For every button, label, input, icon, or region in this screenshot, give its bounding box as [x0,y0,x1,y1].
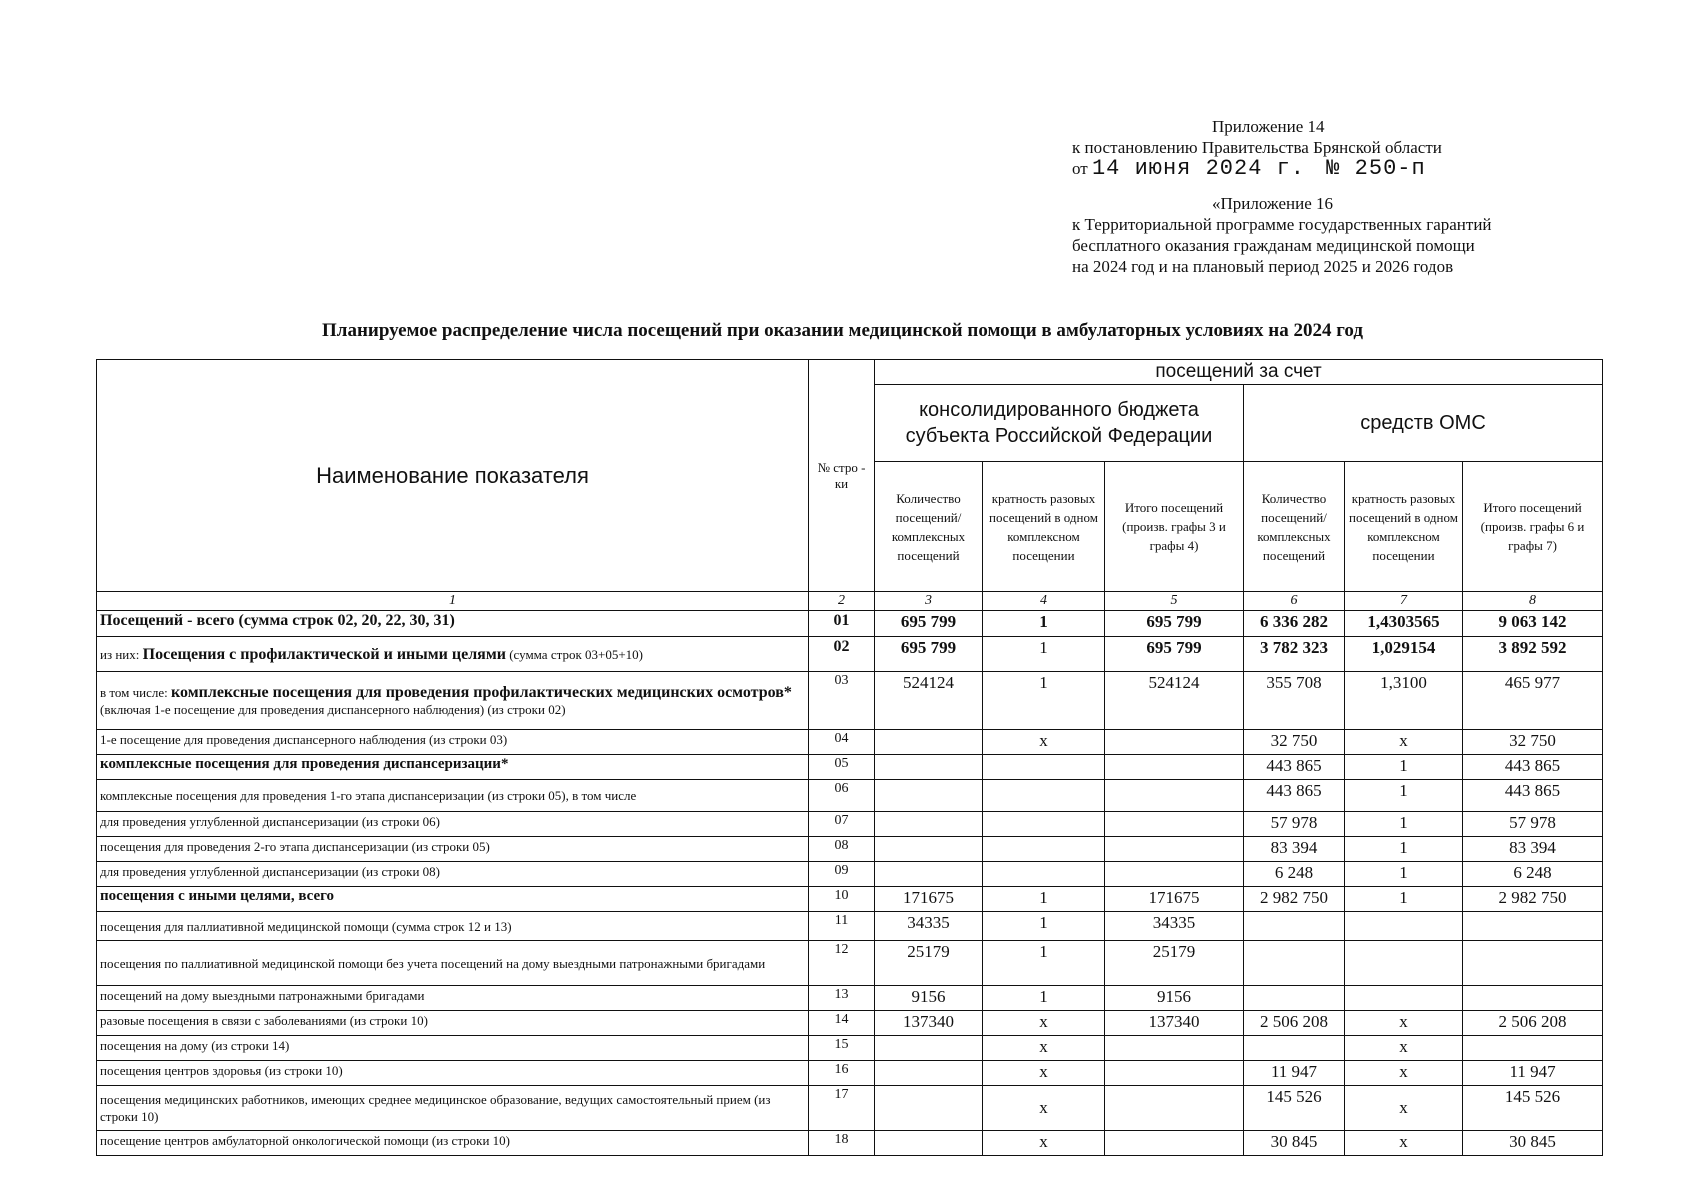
cell-c5: 34335 [1105,912,1244,941]
cell-c3: 695 799 [875,637,983,672]
row-name: для проведения углубленной диспансеризации (из строки 06) [97,812,809,837]
cell-c5 [1105,837,1244,862]
row-name: Посещений - всего (сумма строк 02, 20, 22, 30, 31) [97,611,809,637]
header-count-budget: Количество посещений/ комплексных посещений [875,462,983,592]
cell-c3 [875,1086,983,1131]
cell-c6: 83 394 [1244,837,1345,862]
table-row [97,887,1603,912]
cell-c4 [983,837,1105,862]
cell-c7: х [1345,730,1463,755]
cell-c3 [875,780,983,812]
row-name: посещения центров здоровья (из строки 10) [97,1061,809,1086]
cell-c3 [875,837,983,862]
row-name: посещений на дому выездными патронажными бригадами [97,986,809,1011]
header-visits-by: посещений за счет [875,360,1603,385]
cell-c6 [1244,941,1345,986]
cell-c8: 3 892 592 [1463,637,1603,672]
program-line-3: на 2024 год и на плановый период 2025 и 2026 годов [1072,257,1454,276]
column-number: 1 [97,592,809,611]
row-name: в том числе: комплексные посещения для проведения профилактических медицинских осмотров* (включая 1-е посещение для проведения диспансерного наблюдения) (из строки 02) [97,672,809,730]
visits-table [96,359,1603,1156]
cell-c4: х [983,1131,1105,1156]
cell-c7: х [1345,1036,1463,1061]
row-name: посещения для паллиативной медицинской помощи (сумма строк 12 и 13) [97,912,809,941]
table-row [97,672,1603,730]
column-number: 6 [1244,592,1345,611]
cell-c5 [1105,812,1244,837]
cell-c5 [1105,755,1244,780]
row-number: 02 [809,637,875,672]
cell-c3: 25179 [875,941,983,986]
row-name: комплексные посещения для проведения 1-го этапа диспансеризации (из строки 05), в том числе [97,780,809,812]
cell-c3: 695 799 [875,611,983,637]
row-number: 14 [809,1011,875,1036]
cell-c7 [1345,986,1463,1011]
cell-c8: 6 248 [1463,862,1603,887]
program-line-1: к Территориальной программе государственных гарантий [1072,215,1492,234]
cell-c7: 1,3100 [1345,672,1463,730]
row-name: 1-е посещение для проведения диспансерного наблюдения (из строки 03) [97,730,809,755]
table-row [97,812,1603,837]
cell-c6: 30 845 [1244,1131,1345,1156]
cell-c3 [875,812,983,837]
table-row [97,611,1603,637]
row-name: посещения по паллиативной медицинской помощи без учета посещений на дому выездными патронажными бригадами [97,941,809,986]
cell-c5: 9156 [1105,986,1244,1011]
resolution-date-line [1072,158,1632,179]
cell-c6: 2 506 208 [1244,1011,1345,1036]
row-number: 18 [809,1131,875,1156]
cell-c4: 1 [983,672,1105,730]
row-name: посещения на дому (из строки 14) [97,1036,809,1061]
row-number: 06 [809,780,875,812]
table-row [97,1086,1603,1131]
cell-c7: х [1345,1061,1463,1086]
cell-c6: 11 947 [1244,1061,1345,1086]
row-name: разовые посещения в связи с заболеваниями (из строки 10) [97,1011,809,1036]
annex-label: Приложение 14 [1212,117,1325,136]
header-name: Наименование показателя [97,360,809,592]
table-row [97,730,1603,755]
cell-c4: 1 [983,887,1105,912]
cell-c3 [875,730,983,755]
cell-c4: 1 [983,611,1105,637]
header-budget: консолидированного бюджета субъекта Российской Федерации [875,385,1244,462]
cell-c3: 137340 [875,1011,983,1036]
cell-c5: 695 799 [1105,637,1244,672]
cell-c8: 57 978 [1463,812,1603,837]
cell-c7: 1 [1345,780,1463,812]
from-label: от [1072,159,1088,178]
cell-c3 [875,755,983,780]
table-row [97,1036,1603,1061]
cell-c3 [875,1036,983,1061]
cell-c3: 9156 [875,986,983,1011]
cell-c7: х [1345,1086,1463,1131]
cell-c3: 524124 [875,672,983,730]
cell-c6 [1244,986,1345,1011]
cell-c4: х [983,1036,1105,1061]
cell-c5 [1105,862,1244,887]
cell-c8 [1463,986,1603,1011]
cell-c6: 355 708 [1244,672,1345,730]
cell-c7: х [1345,1131,1463,1156]
cell-c7: 1 [1345,862,1463,887]
table-row [97,637,1603,672]
resolution-line: к постановлению Правительства Брянской области [1072,138,1442,157]
header-rowno: № стро - ки [809,360,875,592]
resolution-date: 14 июня 2024 г. [1091,156,1306,181]
row-number: 03 [809,672,875,730]
cell-c3 [875,1131,983,1156]
cell-c8: 443 865 [1463,755,1603,780]
header-count-oms: Количество посещений/ комплексных посещений [1244,462,1345,592]
program-line-2: бесплатного оказания гражданам медицинской помощи [1072,236,1475,255]
row-number: 11 [809,912,875,941]
cell-c4: 1 [983,912,1105,941]
cell-c4: х [983,1061,1105,1086]
column-number: 4 [983,592,1105,611]
cell-c8: 443 865 [1463,780,1603,812]
cell-c3: 171675 [875,887,983,912]
table-row [97,837,1603,862]
cell-c6: 2 982 750 [1244,887,1345,912]
column-number: 8 [1463,592,1603,611]
cell-c6 [1244,1036,1345,1061]
cell-c5 [1105,1061,1244,1086]
cell-c6: 57 978 [1244,812,1345,837]
header-multiplicity-budget: кратность разовых посещений в одном комплексном посещении [983,462,1105,592]
header-total-budget: Итого посещений (произв. графы 3 и графы 4) [1105,462,1244,592]
cell-c4: х [983,730,1105,755]
row-number: 08 [809,837,875,862]
cell-c8: 11 947 [1463,1061,1603,1086]
cell-c8: 32 750 [1463,730,1603,755]
cell-c8: 2 506 208 [1463,1011,1603,1036]
table-row [97,1011,1603,1036]
cell-c4: х [983,1086,1105,1131]
cell-c7: х [1345,1011,1463,1036]
table-row [97,862,1603,887]
cell-c4 [983,812,1105,837]
cell-c4 [983,755,1105,780]
row-name: посещение центров амбулаторной онкологической помощи (из строки 10) [97,1131,809,1156]
cell-c8: 30 845 [1463,1131,1603,1156]
cell-c8: 9 063 142 [1463,611,1603,637]
cell-c5 [1105,1131,1244,1156]
cell-c8: 465 977 [1463,672,1603,730]
row-number: 13 [809,986,875,1011]
cell-c7 [1345,912,1463,941]
cell-c6: 443 865 [1244,780,1345,812]
cell-c3: 34335 [875,912,983,941]
cell-c8 [1463,1036,1603,1061]
cell-c5 [1105,730,1244,755]
table-row [97,1061,1603,1086]
cell-c4: х [983,1011,1105,1036]
cell-c6 [1244,912,1345,941]
row-number: 09 [809,862,875,887]
cell-c5: 695 799 [1105,611,1244,637]
cell-c5 [1105,780,1244,812]
cell-c5: 524124 [1105,672,1244,730]
cell-c8: 2 982 750 [1463,887,1603,912]
cell-c6: 443 865 [1244,755,1345,780]
resolution-number: № 250-п [1326,156,1426,181]
cell-c3 [875,862,983,887]
cell-c7: 1,4303565 [1345,611,1463,637]
row-name: комплексные посещения для проведения диспансеризации* [97,755,809,780]
row-number: 16 [809,1061,875,1086]
header-total-oms: Итого посещений (произв. графы 6 и графы 7) [1463,462,1603,592]
row-name: посещения медицинских работников, имеющих среднее медицинское образование, ведущих самостоятельный прием (из строки 10) [97,1086,809,1131]
table-row [97,912,1603,941]
row-number: 10 [809,887,875,912]
cell-c4: 1 [983,986,1105,1011]
cell-c5: 25179 [1105,941,1244,986]
row-name: из них: Посещения с профилактической и иными целями (сумма строк 03+05+10) [97,637,809,672]
row-name: для проведения углубленной диспансеризации (из строки 08) [97,862,809,887]
document-header [1072,116,1632,277]
cell-c7 [1345,941,1463,986]
cell-c6: 3 782 323 [1244,637,1345,672]
header-multiplicity-oms: кратность разовых посещений в одном комплексном посещении [1345,462,1463,592]
cell-c5: 171675 [1105,887,1244,912]
column-number: 5 [1105,592,1244,611]
table-row [97,780,1603,812]
column-number: 7 [1345,592,1463,611]
cell-c8 [1463,941,1603,986]
table-row [97,1131,1603,1156]
cell-c8: 145 526 [1463,1086,1603,1131]
row-name: посещения для проведения 2-го этапа диспансеризации (из строки 05) [97,837,809,862]
annex16-label: «Приложение 16 [1212,194,1333,213]
cell-c4: 1 [983,637,1105,672]
table-row [97,755,1603,780]
cell-c7: 1 [1345,755,1463,780]
cell-c6: 145 526 [1244,1086,1345,1131]
cell-c5 [1105,1036,1244,1061]
cell-c4: 1 [983,941,1105,986]
cell-c8: 83 394 [1463,837,1603,862]
header-oms: средств ОМС [1244,385,1603,462]
cell-c7: 1 [1345,887,1463,912]
column-number: 2 [809,592,875,611]
table-row [97,986,1603,1011]
row-number: 01 [809,611,875,637]
cell-c6: 6 248 [1244,862,1345,887]
row-number: 05 [809,755,875,780]
row-number: 07 [809,812,875,837]
cell-c8 [1463,912,1603,941]
cell-c7: 1 [1345,812,1463,837]
cell-c5: 137340 [1105,1011,1244,1036]
cell-c6: 32 750 [1244,730,1345,755]
cell-c7: 1 [1345,837,1463,862]
cell-c7: 1,029154 [1345,637,1463,672]
document-title: Планируемое распределение числа посещений при оказании медицинской помощи в амбулаторных условиях на 2024 год [322,320,1363,341]
row-name: посещения с иными целями, всего [97,887,809,912]
cell-c6: 6 336 282 [1244,611,1345,637]
cell-c4 [983,780,1105,812]
table-row [97,941,1603,986]
cell-c4 [983,862,1105,887]
cell-c3 [875,1061,983,1086]
cell-c5 [1105,1086,1244,1131]
column-number: 3 [875,592,983,611]
row-number: 15 [809,1036,875,1061]
row-number: 17 [809,1086,875,1131]
row-number: 04 [809,730,875,755]
row-number: 12 [809,941,875,986]
